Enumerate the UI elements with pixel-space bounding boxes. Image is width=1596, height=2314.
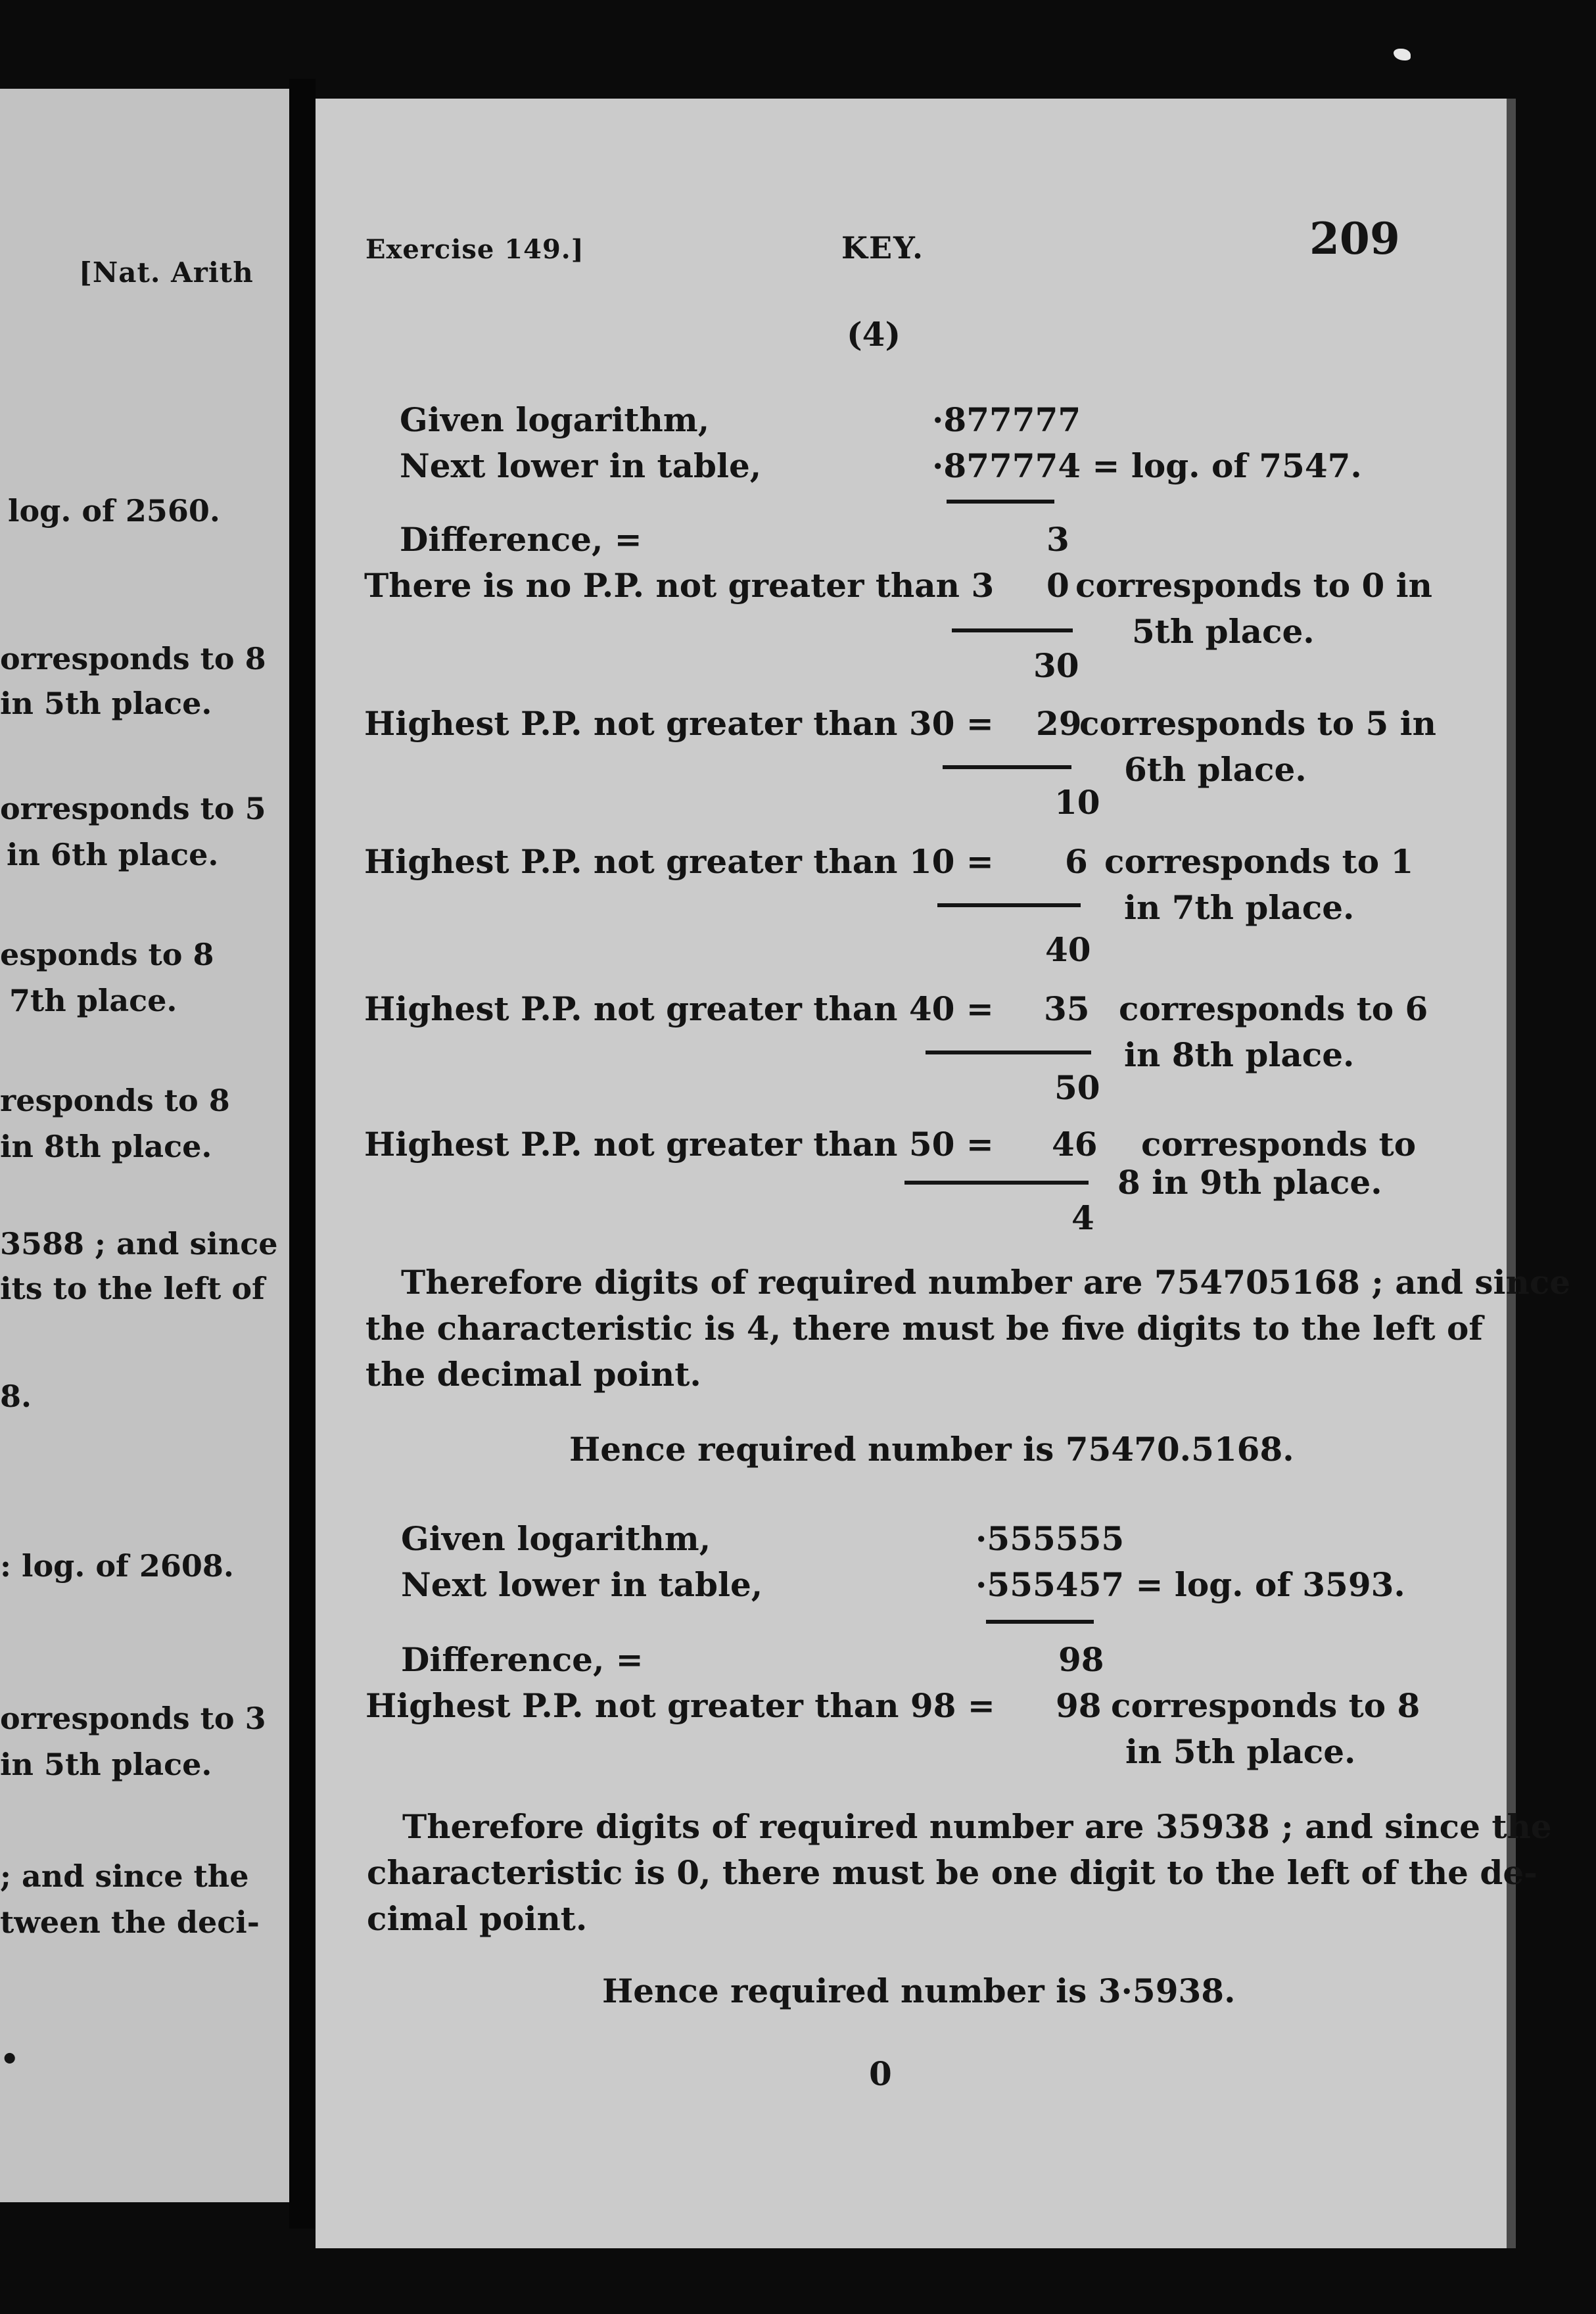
difference-value: 3 <box>1046 520 1069 559</box>
left-line: esponds to 8 <box>0 937 214 972</box>
pp-row-note: 6th place. <box>1124 750 1307 789</box>
pp-row-value: 35 <box>1044 989 1090 1028</box>
subtraction-rule <box>943 765 1071 769</box>
pp-row-value: 6 <box>1065 842 1088 881</box>
left-line: : log. of 2608. <box>0 1548 234 1584</box>
next-lower-value: ·555457 = log. of 3593. <box>975 1565 1405 1604</box>
given-logarithm-value: ·877777 <box>932 400 1081 439</box>
pp-row-note: corresponds to 1 <box>1104 842 1414 881</box>
carry-value: 10 <box>1054 783 1100 822</box>
left-line: log. of 2560. <box>8 493 220 529</box>
carry-value: 4 <box>1071 1198 1094 1237</box>
pp-row-label: Highest P.P. not greater than 30 = <box>364 704 994 743</box>
given-logarithm-label: Given logarithm, <box>401 1519 711 1558</box>
book-spine <box>289 79 316 2229</box>
pp-row-note: in 8th place. <box>1124 1035 1355 1074</box>
pp-row-note: in 7th place. <box>1124 888 1355 927</box>
conclusion-line: Therefore digits of required number are 35938 ; and since the <box>402 1807 1552 1846</box>
next-lower-label: Next lower in table, <box>401 1565 763 1604</box>
conclusion-line: Therefore digits of required number are 754705168 ; and since <box>401 1263 1571 1302</box>
result-line: Hence required number is 75470.5168. <box>569 1430 1294 1469</box>
left-line: in 5th place. <box>0 1747 212 1782</box>
left-line: • <box>0 2041 20 2077</box>
left-line: in 8th place. <box>0 1129 212 1164</box>
left-line: in 6th place. <box>7 837 219 872</box>
pp-row-value: 29 <box>1036 704 1082 743</box>
pp-row-note: corresponds to <box>1141 1125 1417 1164</box>
difference-value: 98 <box>1058 1640 1104 1679</box>
subtraction-rule <box>947 500 1054 504</box>
conclusion-line: the characteristic is 4, there must be five digits to the left of <box>365 1309 1483 1348</box>
pp-row-note: corresponds to 8 <box>1111 1686 1420 1725</box>
next-lower-value: ·877774 = log. of 7547. <box>932 446 1362 485</box>
pp-row-value: 46 <box>1052 1125 1098 1164</box>
pp-row-label: Highest P.P. not greater than 50 = <box>364 1125 994 1164</box>
pp-row-label: Highest P.P. not greater than 98 = <box>365 1686 995 1725</box>
pp-row-label: Highest P.P. not greater than 40 = <box>364 989 994 1028</box>
pp-row-note: corresponds to 0 in <box>1075 566 1433 605</box>
left-page-fragment <box>0 89 289 2202</box>
difference-label: Difference, = <box>400 520 642 559</box>
pp-row-note: 5th place. <box>1132 612 1315 651</box>
carry-value: 50 <box>1054 1068 1100 1107</box>
left-header: [Nat. Arith <box>79 256 254 289</box>
conclusion-line: the decimal point. <box>365 1355 701 1394</box>
conclusion-line: cimal point. <box>367 1899 588 1938</box>
pp-row-note: 8 in 9th place. <box>1117 1163 1382 1202</box>
subtraction-rule <box>986 1620 1094 1624</box>
pp-row-label: Highest P.P. not greater than 10 = <box>364 842 994 881</box>
difference-label: Difference, = <box>401 1640 644 1679</box>
pp-row-label: There is no P.P. not greater than 3 <box>364 566 995 605</box>
left-line: responds to 8 <box>0 1083 230 1118</box>
left-line: orresponds to 5 <box>0 791 266 826</box>
result-line: Hence required number is 3·5938. <box>602 1972 1236 2010</box>
pp-row-note: in 5th place. <box>1125 1732 1356 1771</box>
left-line: 3588 ; and since <box>0 1226 278 1262</box>
scan-speck <box>1394 49 1411 60</box>
pp-row-value: 0 <box>1046 566 1069 605</box>
next-lower-label: Next lower in table, <box>400 446 762 485</box>
given-logarithm-value: ·555555 <box>975 1519 1125 1558</box>
left-line: in 5th place. <box>0 686 212 721</box>
carry-value: 30 <box>1033 646 1079 685</box>
header-exercise-label: Exercise 149.] <box>365 234 584 265</box>
left-line: orresponds to 3 <box>0 1701 266 1736</box>
section-label: (4) <box>847 315 901 354</box>
subtraction-rule <box>937 903 1081 907</box>
pp-row-note: corresponds to 5 in <box>1079 704 1437 743</box>
given-logarithm-label: Given logarithm, <box>400 400 710 439</box>
subtraction-rule <box>904 1181 1089 1185</box>
page-edge <box>1507 99 1516 2248</box>
left-line: 8. <box>0 1379 32 1414</box>
page-number: 209 <box>1309 213 1400 264</box>
subtraction-rule <box>926 1051 1091 1054</box>
pp-row-note: corresponds to 6 <box>1119 989 1428 1028</box>
subtraction-rule <box>952 628 1073 632</box>
pp-row-value: 98 <box>1056 1686 1102 1725</box>
left-line: its to the left of <box>0 1271 265 1306</box>
left-line: 7th place. <box>9 983 177 1018</box>
carry-value: 40 <box>1045 930 1091 969</box>
left-line: tween the deci- <box>0 1904 260 1940</box>
conclusion-line: characteristic is 0, there must be one digit to the left of the de- <box>367 1853 1537 1892</box>
footer-mark: 0 <box>869 2054 892 2093</box>
left-line: ; and since the <box>0 1858 249 1894</box>
header-key-title: KEY. <box>841 230 924 266</box>
left-line: orresponds to 8 <box>0 641 266 676</box>
